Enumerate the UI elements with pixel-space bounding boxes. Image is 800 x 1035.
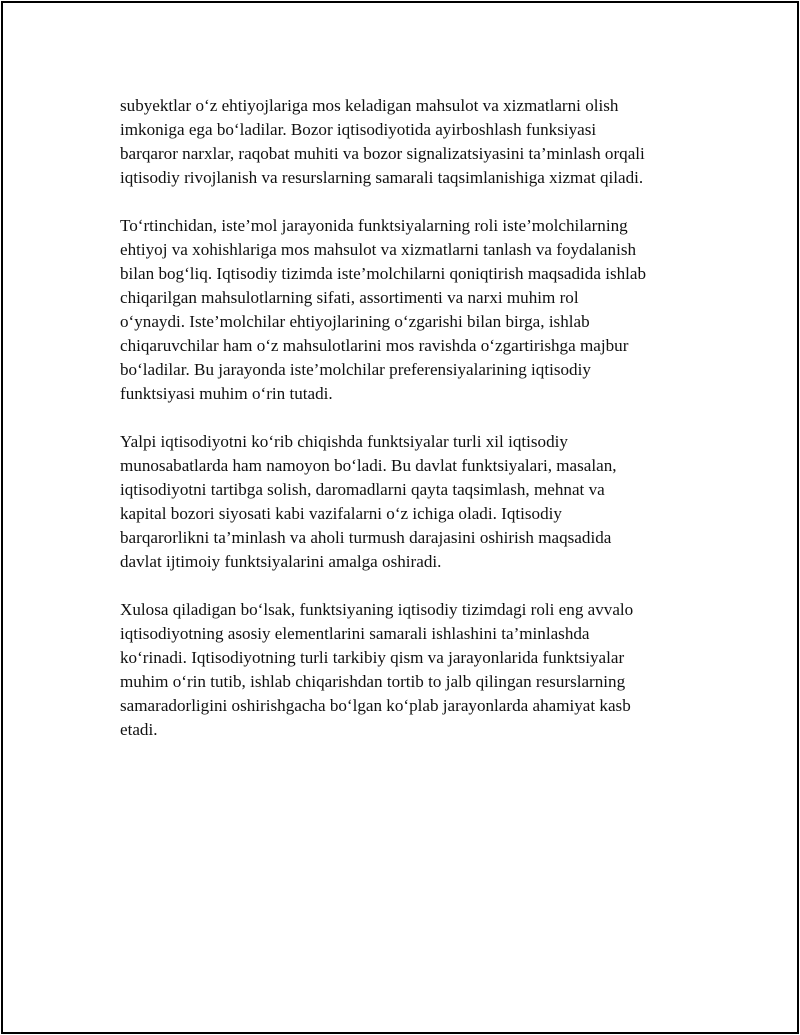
paragraph-4 (120, 598, 700, 742)
text-line: barqaror narxlar, raqobat muhiti va bozor signalizatsiyasini ta’minlash orqali (120, 144, 645, 163)
text-line: ehtiyoj va xohishlariga mos mahsulot va xizmatlarni tanlash va foydalanish (120, 240, 637, 259)
text-line: munosabatlarda ham namoyon bo‘ladi. Bu davlat funktsiyalari, masalan, (120, 456, 617, 475)
text-line: muhim o‘rin tutib, ishlab chiqarishdan tortib to jalb qilingan resurslarning (120, 672, 626, 691)
text-line: davlat ijtimoiy funktsiyalarini amalga oshiradi. (120, 552, 442, 571)
text-line: chiqaruvchilar ham o‘z mahsulotlarini mos ravishda o‘zgartirishga majbur (120, 336, 629, 355)
text-line: Yalpi iqtisodiyotni ko‘rib chiqishda funktsiyalar turli xil iqtisodiy (120, 432, 568, 451)
paragraph-2 (120, 214, 700, 406)
page-frame (1, 1, 799, 1034)
text-line: iqtisodiyotning asosiy elementlarini samarali ishlashini ta’minlashda (120, 624, 590, 643)
document-body (120, 94, 700, 766)
text-line: chiqarilgan mahsulotlarning sifati, assortimenti va narxi muhim rol (120, 288, 579, 307)
text-line: samaradorligini oshirishgacha bo‘lgan ko‘plab jarayonlarda ahamiyat kasb (120, 696, 631, 715)
text-line: subyektlar o‘z ehtiyojlariga mos keladigan mahsulot va xizmatlarni olish (120, 96, 619, 115)
paragraph-3 (120, 430, 700, 574)
text-line: kapital bozori siyosati kabi vazifalarni o‘z ichiga oladi. Iqtisodiy (120, 504, 562, 523)
text-line: iqtisodiyotni tartibga solish, daromadlarni qayta taqsimlash, mehnat va (120, 480, 605, 499)
text-line: o‘ynaydi. Iste’molchilar ehtiyojlarining o‘zgarishi bilan birga, ishlab (120, 312, 590, 331)
text-line: Xulosa qiladigan bo‘lsak, funktsiyaning iqtisodiy tizimdagi roli eng avvalo (120, 600, 634, 619)
text-line: ko‘rinadi. Iqtisodiyotning turli tarkibiy qism va jarayonlarida funktsiyalar (120, 648, 625, 667)
text-line: bilan bog‘liq. Iqtisodiy tizimda iste’molchilarni qoniqtirish maqsadida ishlab (120, 264, 647, 283)
text-line: etadi. (120, 720, 158, 739)
text-line: iqtisodiy rivojlanish va resurslarning samarali taqsimlanishiga xizmat qiladi. (120, 168, 644, 187)
text-line: bo‘ladilar. Bu jarayonda iste’molchilar preferensiyalarining iqtisodiy (120, 360, 591, 379)
text-line: funktsiyasi muhim o‘rin tutadi. (120, 384, 333, 403)
text-line: imkoniga ega bo‘ladilar. Bozor iqtisodiyotida ayirboshlash funksiyasi (120, 120, 597, 139)
text-line: barqarorlikni ta’minlash va aholi turmush darajasini oshirish maqsadida (120, 528, 612, 547)
paragraph-1 (120, 94, 700, 190)
text-line: To‘rtinchidan, iste’mol jarayonida funktsiyalarning roli iste’molchilarning (120, 216, 628, 235)
